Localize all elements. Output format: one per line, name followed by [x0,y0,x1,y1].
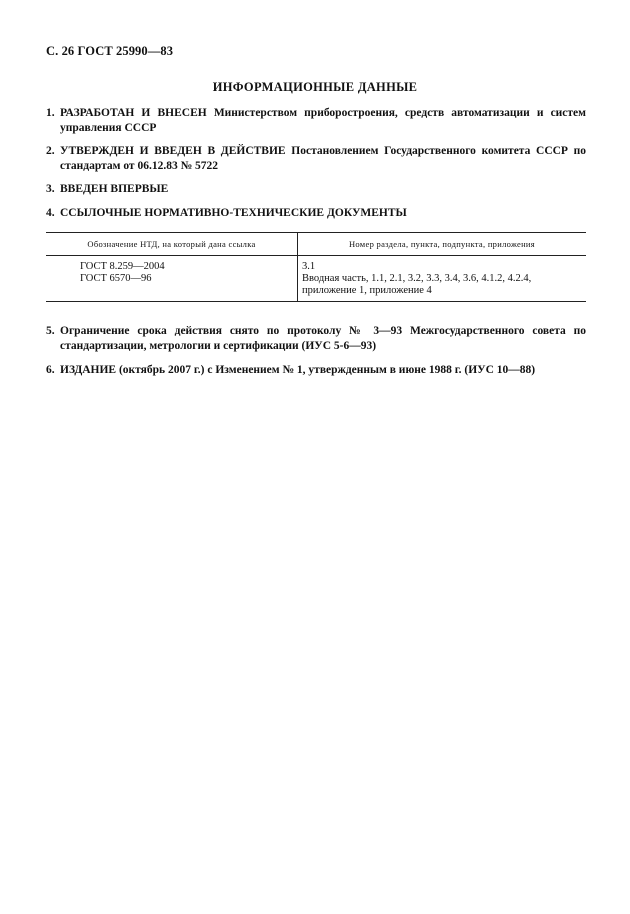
page-header: С. 26 ГОСТ 25990—83 [46,44,174,58]
info-item-3 [46,182,586,197]
item-body [60,144,586,174]
section-reference: приложение 1, приложение 4 [302,285,432,296]
item-heading: УТВЕРЖДЕН И ВВЕДЕН В ДЕЙСТВИЕ [60,145,286,157]
item-body: ИЗДАНИЕ (октябрь 2007 г.) с Изменением № 1, утвержденным в июне 1988 г. (ИУС 10—88) [60,364,536,376]
column-header-document: Обозначение НТД, на который дана ссылка [46,233,298,256]
item-number: 5. [46,325,55,337]
item-body [60,182,586,197]
item-heading: РАЗРАБОТАН И ВНЕСЕН [60,107,207,119]
item-number: 6. [46,364,55,376]
item-number: 3. [46,183,55,195]
item-number: 4. [46,207,55,219]
info-item-5 [46,324,586,354]
info-item-1 [46,106,586,136]
item-body: Ограничение срока действия снято по протоколу № 3—93 Межгосударственного совета по стандартизации, метрологии и сертификации (ИУС 5-6—93) [60,325,586,352]
section-reference: 3.1 [302,261,316,272]
section-cell [298,256,587,302]
info-item-4 [46,206,586,221]
item-number: 1. [46,107,55,119]
info-item-2 [46,144,586,174]
item-body [60,106,586,136]
item-heading: ВВЕДЕН ВПЕРВЫЕ [60,183,169,195]
document-designation: ГОСТ 8.259—2004 [80,261,165,272]
column-header-section: Номер раздела, пункта, подпункта, приложения [298,233,587,256]
reference-documents-table [46,232,586,302]
item-number: 2. [46,145,55,157]
section-reference: Вводная часть, 1.1, 2.1, 3.2, 3.3, 3.4, 3.6, 4.1.2, 4.2.4, [302,273,532,284]
item-body [60,206,586,221]
document-cell [46,256,298,302]
table-row [46,256,586,302]
table-header-row [46,233,586,256]
info-item-6 [46,363,586,378]
item-text: Постановлением Государственного комитета СССР по стандартам от 06.12.83 № 5722 [60,145,586,172]
item-text: Министерством приборостроения, средств автоматизации и систем управления СССР [60,107,586,134]
section-title: ИНФОРМАЦИОННЫЕ ДАННЫЕ [212,80,418,94]
document-designation: ГОСТ 6570—96 [80,273,152,284]
item-heading: ССЫЛОЧНЫЕ НОРМАТИВНО-ТЕХНИЧЕСКИЕ ДОКУМЕНТЫ [60,207,407,219]
